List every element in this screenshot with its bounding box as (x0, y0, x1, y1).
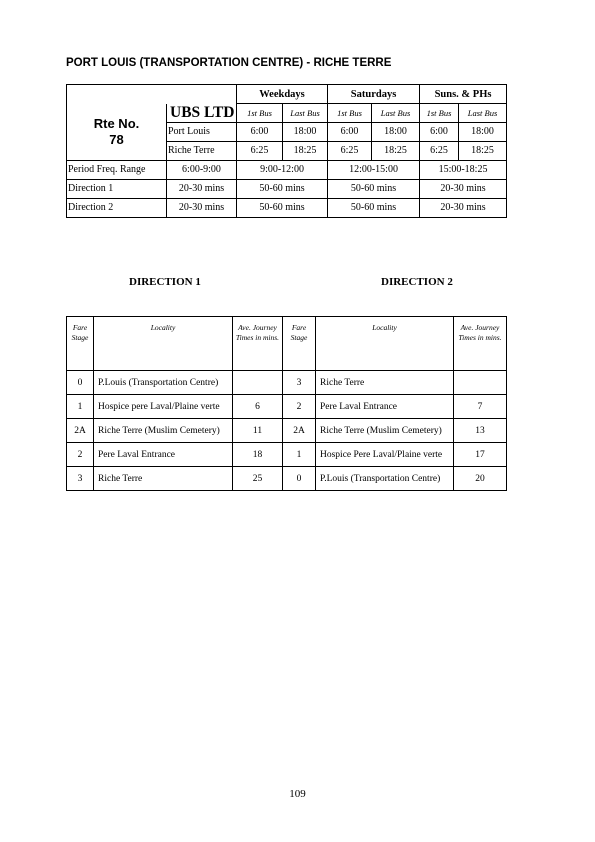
sub-header-first-bus: 1st Bus (328, 104, 372, 123)
time-cell: 6:00 (420, 122, 459, 141)
header-locality: Locality (94, 317, 233, 371)
period-cell: 15:00-18:25 (420, 160, 507, 179)
d1-time: 6 (233, 395, 283, 419)
frequency-cell: 20-30 mins (167, 198, 237, 217)
day-group-weekdays: Weekdays (237, 85, 328, 104)
time-cell: 6:25 (237, 141, 283, 160)
d2-locality: Riche Terre (Muslim Cemetery) (316, 419, 454, 443)
d1-time: 11 (233, 419, 283, 443)
d1-time (233, 371, 283, 395)
d2-stage: 2 (283, 395, 316, 419)
frequency-cell: 20-30 mins (420, 198, 507, 217)
d1-locality: Hospice pere Laval/Plaine verte (94, 395, 233, 419)
d1-stage: 3 (67, 467, 94, 491)
period-cell: 12:00-15:00 (328, 160, 420, 179)
time-cell: 6:00 (328, 122, 372, 141)
table-row (67, 395, 507, 419)
header-locality: Locality (316, 317, 454, 371)
sub-header-last-bus: Last Bus (283, 104, 328, 123)
time-cell: 6:25 (420, 141, 459, 160)
d2-locality: Pere Laval Entrance (316, 395, 454, 419)
period-row-label: Period Freq. Range (67, 160, 167, 179)
d2-time: 17 (454, 443, 507, 467)
table-row (67, 467, 507, 491)
d2-locality: Riche Terre (316, 371, 454, 395)
d2-stage: 2A (283, 419, 316, 443)
direction-row-label: Direction 2 (67, 198, 167, 217)
direction-row-label: Direction 1 (67, 179, 167, 198)
direction-1-heading: DIRECTION 1 (129, 276, 201, 288)
d2-locality: Hospice Pere Laval/Plaine verte (316, 443, 454, 467)
day-group-saturdays: Saturdays (328, 85, 420, 104)
page-number: 109 (289, 788, 306, 800)
d2-stage: 3 (283, 371, 316, 395)
frequency-cell: 20-30 mins (420, 179, 507, 198)
route-number: 78 (109, 131, 124, 147)
route-label: Rte No. (93, 115, 140, 131)
time-cell: 18:00 (372, 122, 420, 141)
d2-time: 13 (454, 419, 507, 443)
frequency-cell: 50-60 mins (237, 179, 328, 198)
d1-locality: Riche Terre (Muslim Cemetery) (94, 419, 233, 443)
d1-time: 25 (233, 467, 283, 491)
direction-2-heading: DIRECTION 2 (381, 276, 453, 288)
period-cell: 6:00-9:00 (167, 160, 237, 179)
table-row (67, 371, 507, 395)
d2-time: 7 (454, 395, 507, 419)
d1-time: 18 (233, 443, 283, 467)
d2-locality: P.Louis (Transportation Centre) (316, 467, 454, 491)
timetable (66, 84, 507, 218)
frequency-cell: 50-60 mins (328, 179, 420, 198)
time-cell: 18:00 (283, 122, 328, 141)
fare-stages-table (66, 316, 507, 491)
period-cell: 9:00-12:00 (237, 160, 328, 179)
table-row (67, 443, 507, 467)
day-group-sundays: Suns. & PHs (420, 85, 507, 104)
sub-header-first-bus: 1st Bus (237, 104, 283, 123)
d1-locality: P.Louis (Transportation Centre) (94, 371, 233, 395)
d1-stage: 2 (67, 443, 94, 467)
route-number-cell (67, 104, 167, 161)
d1-locality: Riche Terre (94, 467, 233, 491)
sub-header-last-bus: Last Bus (459, 104, 507, 123)
d2-stage: 1 (283, 443, 316, 467)
header-fare-stage: Fare Stage (283, 317, 316, 371)
header-journey-time: Ave. Journey Times in mins. (233, 317, 283, 371)
table-row (67, 419, 507, 443)
time-cell: 18:25 (283, 141, 328, 160)
time-cell: 6:00 (237, 122, 283, 141)
time-cell: 18:25 (372, 141, 420, 160)
frequency-cell: 50-60 mins (237, 198, 328, 217)
sub-header-last-bus: Last Bus (372, 104, 420, 123)
d1-stage: 0 (67, 371, 94, 395)
header-fare-stage: Fare Stage (67, 317, 94, 371)
time-cell: 18:00 (459, 122, 507, 141)
terminal-name: Riche Terre (167, 141, 237, 160)
time-cell: 18:25 (459, 141, 507, 160)
d1-stage: 1 (67, 395, 94, 419)
d2-stage: 0 (283, 467, 316, 491)
operator-name: UBS LTD (167, 104, 237, 123)
d2-time: 20 (454, 467, 507, 491)
d2-time (454, 371, 507, 395)
terminal-name: Port Louis (167, 122, 237, 141)
sub-header-first-bus: 1st Bus (420, 104, 459, 123)
d1-stage: 2A (67, 419, 94, 443)
timetable-corner (67, 85, 237, 104)
d1-locality: Pere Laval Entrance (94, 443, 233, 467)
frequency-cell: 50-60 mins (328, 198, 420, 217)
route-title: PORT LOUIS (TRANSPORTATION CENTRE) - RICHE TERRE (66, 57, 392, 69)
time-cell: 6:25 (328, 141, 372, 160)
header-journey-time: Ave. Journey Times in mins. (454, 317, 507, 371)
frequency-cell: 20-30 mins (167, 179, 237, 198)
